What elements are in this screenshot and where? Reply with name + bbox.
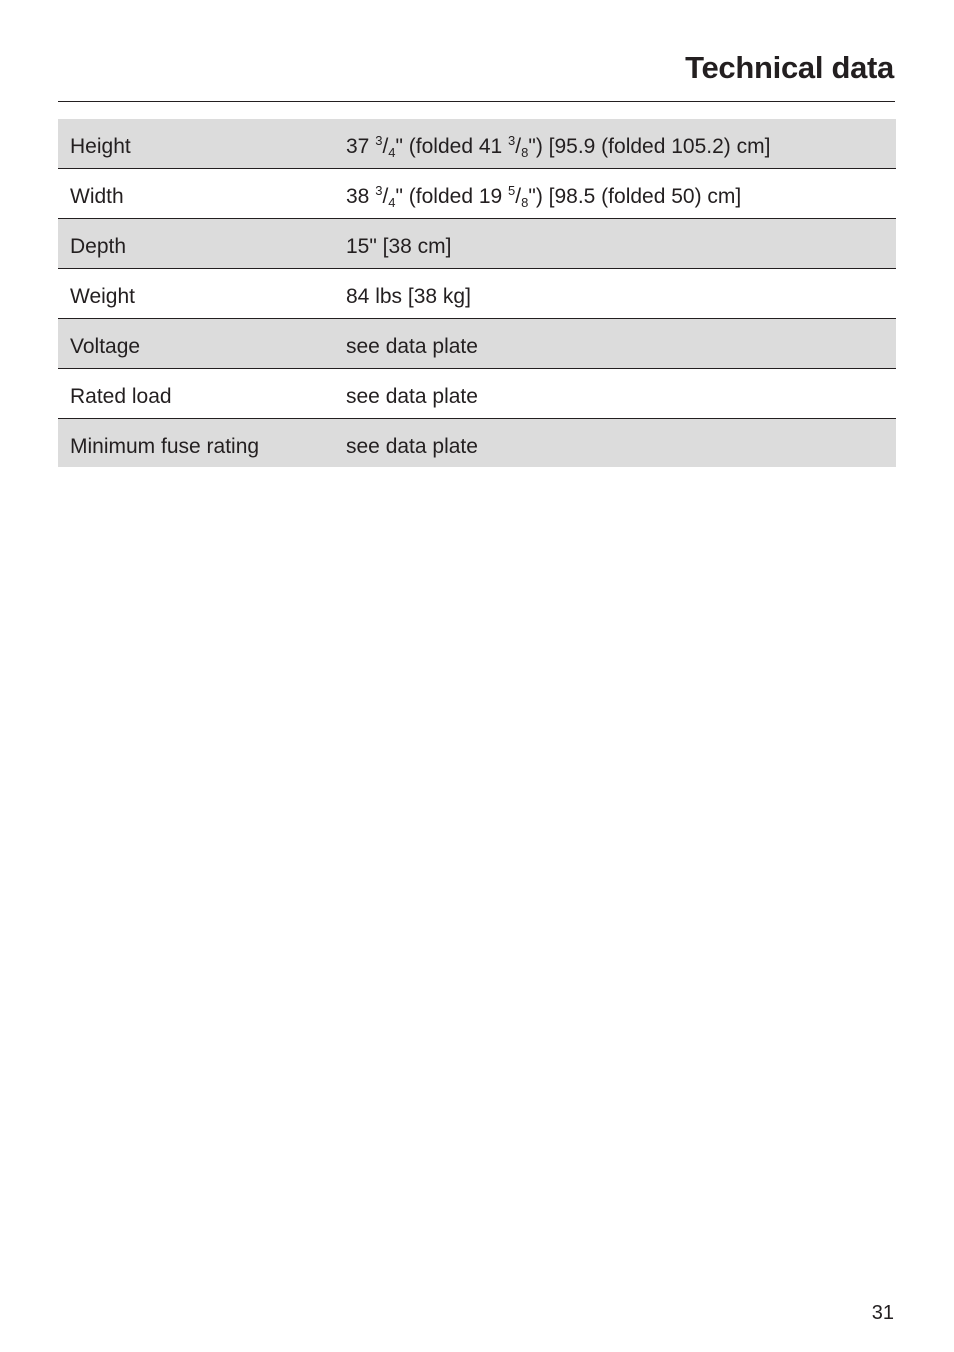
- table-row-rated-load: [58, 369, 896, 419]
- height-label: Height: [70, 135, 131, 158]
- table-row-width: [58, 169, 896, 219]
- page-number: 31: [871, 1302, 894, 1324]
- minimum-fuse-rating-value: see data plate: [346, 435, 478, 458]
- weight-value: 84 lbs [38 kg]: [346, 285, 471, 308]
- table-row-height: [58, 119, 896, 169]
- page-title: Technical data: [685, 50, 894, 85]
- weight-label: Weight: [70, 285, 135, 308]
- voltage-value: see data plate: [346, 335, 478, 358]
- table-row-depth: [58, 219, 896, 269]
- table-row-minimum-fuse-rating: [58, 419, 896, 467]
- voltage-label: Voltage: [70, 335, 141, 358]
- width-label: Width: [70, 185, 124, 208]
- width-value: 38 $^3/_4$" (folded 19 $^5/_8$") [98.5 (folded 50) cm]: [346, 183, 742, 210]
- title-divider: [58, 101, 895, 102]
- table-row-weight: [58, 269, 896, 319]
- technical-data-table: [58, 119, 896, 467]
- minimum-fuse-rating-label: Minimum fuse rating: [70, 435, 260, 458]
- height-value: 37 $^3/_4$" (folded 41 $^3/_8$") [95.9 (folded 105.2) cm]: [346, 133, 771, 160]
- depth-value: 15" [38 cm]: [346, 235, 452, 258]
- depth-label: Depth: [70, 235, 127, 258]
- rated-load-value: see data plate: [346, 385, 478, 408]
- table-row-voltage: [58, 319, 896, 369]
- rated-load-label: Rated load: [70, 385, 172, 408]
